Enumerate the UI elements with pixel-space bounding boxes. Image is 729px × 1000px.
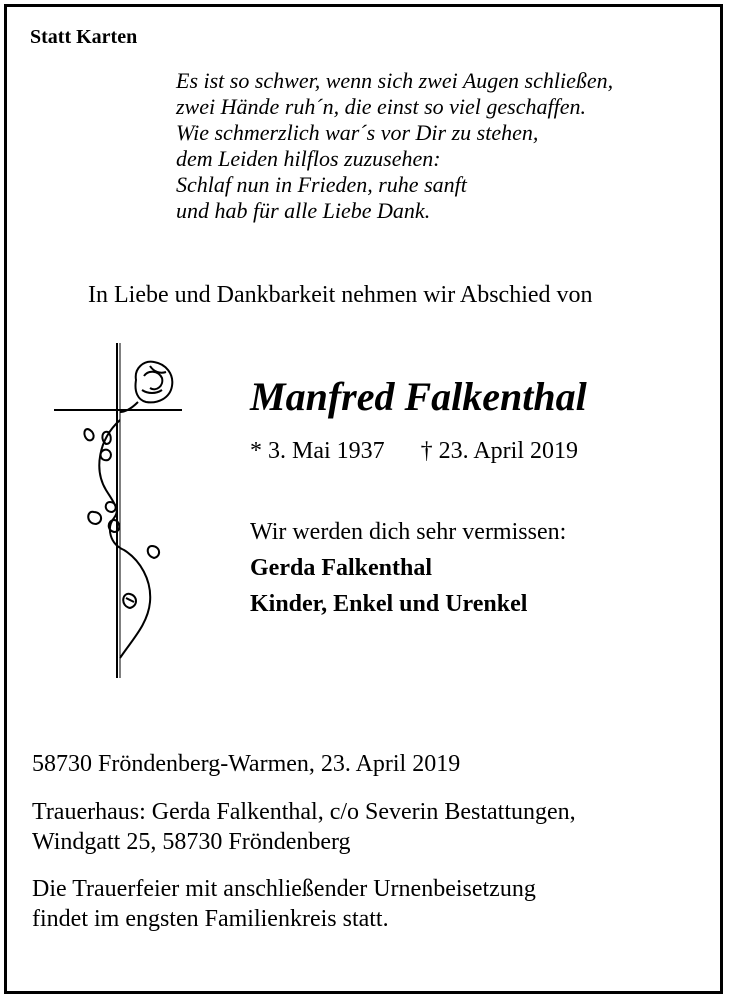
birth-date: * 3. Mai 1937 (250, 438, 385, 464)
cross-with-rose-icon (50, 340, 190, 685)
poem-line: Es ist so schwer, wenn sich zwei Augen schließen, (176, 68, 614, 93)
poem-line: zwei Hände ruh´n, die einst so viel geschaffen. (176, 94, 586, 119)
life-dates (250, 436, 578, 466)
poem-line: und hab für alle Liebe Dank. (176, 198, 431, 223)
mourning-house-line: Trauerhaus: Gerda Falkenthal, c/o Severin Bestattungen, (32, 799, 576, 825)
farewell-intro: In Liebe und Dankbarkeit nehmen wir Abschied von (88, 282, 593, 308)
ceremony-info (32, 874, 536, 934)
poem-line: Wie schmerzlich war´s vor Dir zu stehen, (176, 120, 539, 145)
poem (176, 68, 613, 224)
notice-header: Statt Karten (30, 26, 138, 48)
mourning-house-line: Windgatt 25, 58730 Fröndenberg (32, 829, 351, 855)
ceremony-line: Die Trauerfeier mit anschließender Urnenbeisetzung (32, 876, 536, 902)
family-names: Kinder, Enkel und Urenkel (250, 591, 528, 617)
poem-line: Schlaf nun in Frieden, ruhe sanft (176, 172, 467, 197)
death-date: † 23. April 2019 (420, 438, 579, 464)
spouse-name: Gerda Falkenthal (250, 555, 433, 581)
mourning-house (32, 797, 576, 857)
ceremony-line: findet im engsten Familienkreis statt. (32, 906, 389, 932)
deceased-name: Manfred Falkenthal (250, 374, 587, 419)
poem-line: dem Leiden hilflos zuzusehen: (176, 146, 441, 171)
place-date: 58730 Fröndenberg-Warmen, 23. April 2019 (32, 751, 461, 777)
mourners-block (250, 514, 566, 622)
mourners-line: Wir werden dich sehr vermissen: (250, 519, 567, 545)
